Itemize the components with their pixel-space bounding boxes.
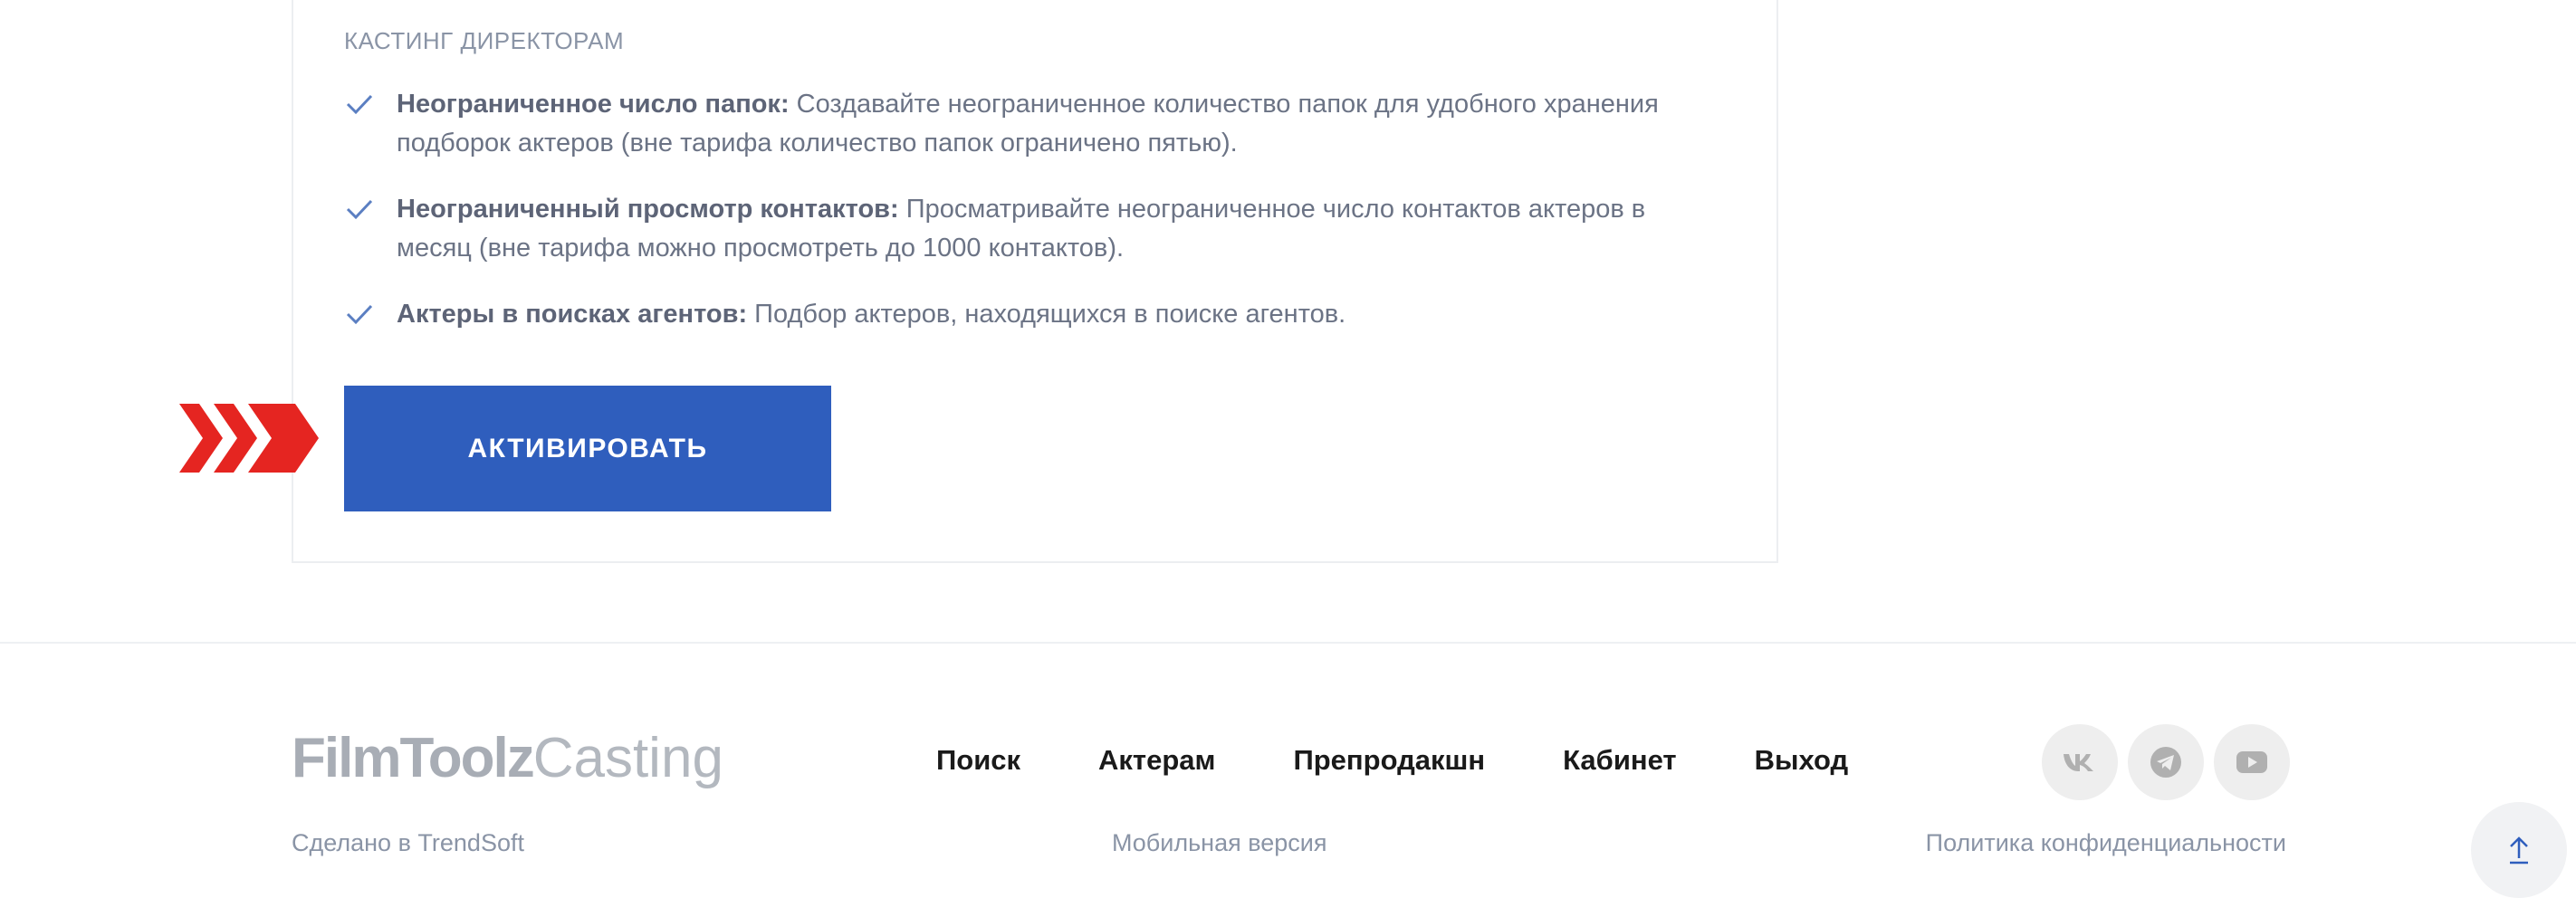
feature-item bbox=[344, 295, 1720, 334]
youtube-icon[interactable] bbox=[2214, 724, 2290, 800]
footer-nav-cabinet[interactable]: Кабинет bbox=[1563, 744, 1677, 776]
feature-item bbox=[344, 190, 1720, 268]
logo-light-text: Casting bbox=[532, 727, 723, 789]
card-heading: КАСТИНГ ДИРЕКТОРАМ bbox=[344, 27, 625, 54]
footer-nav-search[interactable]: Поиск bbox=[936, 744, 1021, 776]
check-icon bbox=[344, 89, 375, 119]
mobile-version-link[interactable]: Мобильная версия bbox=[1112, 829, 1327, 856]
telegram-icon[interactable] bbox=[2128, 724, 2204, 800]
feature-title: Неограниченное число папок: bbox=[397, 90, 790, 119]
activate-button[interactable]: АКТИВИРОВАТЬ bbox=[344, 386, 831, 511]
footer-nav-logout[interactable]: Выход bbox=[1754, 744, 1849, 776]
filmtoolz-logo[interactable] bbox=[292, 726, 723, 789]
social-links bbox=[2042, 724, 2290, 800]
footer-nav-actors[interactable]: Актерам bbox=[1098, 744, 1216, 776]
feature-title: Актеры в поисках агентов: bbox=[397, 300, 748, 329]
vk-icon[interactable] bbox=[2042, 724, 2118, 800]
footer-nav bbox=[936, 744, 1848, 777]
made-in-text[interactable]: Сделано в TrendSoft bbox=[292, 829, 524, 856]
check-icon bbox=[344, 299, 375, 330]
footer-nav-preproduction[interactable]: Препродакшн bbox=[1293, 744, 1486, 776]
privacy-policy-link[interactable]: Политика конфиденциальности bbox=[1925, 829, 2286, 856]
feature-text: Создавайте неограниченное количество папок для удобного хранения подборок актеров (вне тарифа количество папок ограничено пятью). bbox=[397, 90, 1659, 158]
scroll-to-top-button[interactable] bbox=[2471, 802, 2567, 898]
feature-text: Подбор актеров, находящихся в поиске агентов. bbox=[754, 300, 1346, 329]
feature-title: Неограниченный просмотр контактов: bbox=[397, 195, 899, 224]
logo-bold-text: FilmToolz bbox=[292, 727, 533, 789]
arrow-up-icon bbox=[2506, 835, 2532, 865]
footer-divider bbox=[0, 642, 2576, 644]
feature-text: Просматривайте неограниченное число контактов актеров в месяц (вне тарифа можно просмотреть до 1000 контактов). bbox=[397, 195, 1646, 263]
red-chevrons-icon bbox=[179, 404, 319, 473]
check-icon bbox=[344, 194, 375, 224]
feature-list bbox=[344, 85, 1720, 361]
feature-item bbox=[344, 85, 1720, 163]
